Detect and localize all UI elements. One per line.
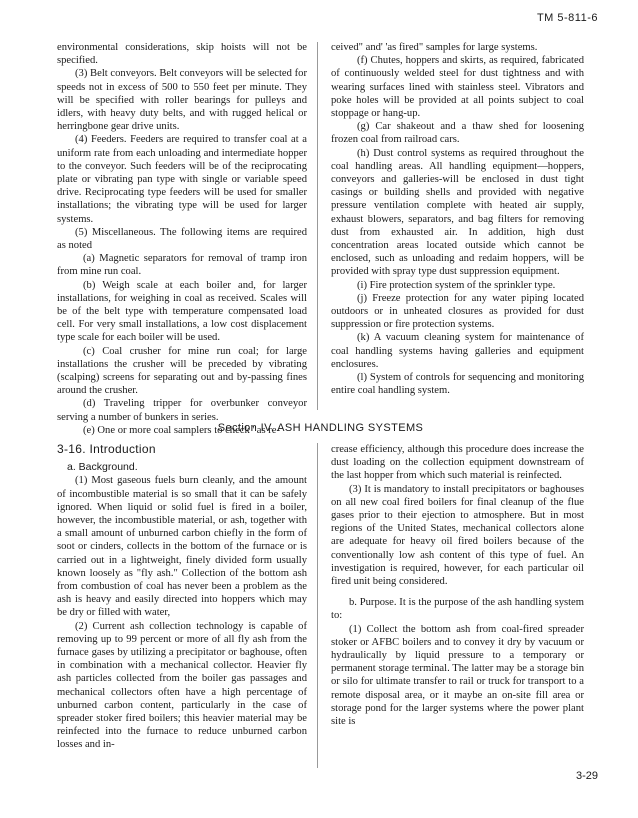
paragraph: (g) Car shakeout and a thaw shed for loosening frozen coal from railroad cars. (331, 121, 584, 146)
bottom-left-column (57, 443, 307, 752)
paragraph: (i) Fire protection system of the sprinkler type. (357, 279, 556, 291)
bottom-right-column (331, 443, 584, 728)
paragraph: (f) Chutes, hoppers and skirts, as required, fabricated of continuously welded steel for dust tightness and with wearing surfaces lined with stainless steel. Vibrators and poke holes will be provided at all points subject to coal stoppage or hang-up. (331, 55, 584, 120)
section-heading: 3-16. Introduction (57, 442, 156, 456)
paragraph: (3) It is mandatory to install precipitators or baghouses on all new coal fired boilers for final cleanup of the flue gases prior to their ejection to atmosphere. But in most regions of the United States, mechanical collectors alone are adequate for heavy oil fired boilers because of the conventionally low ash content of this type of fuel. An investigation is required, however, for each particular oil fired unit being considered. (331, 483, 584, 588)
column-divider (317, 42, 318, 410)
paragraph: (h) Dust control systems as required throughout the coal handling areas. All handling equipment—hoppers, conveyors and galleries-will be enclosed in dust tight casings or building shells and provided with negative pressure ventilation complete with heated air supply, exhaust blowers, separators, and bag filters for removing dust from exhausted air. In addition, high dust concentration areas located outside which cannot be enclosed, such as unloading and redaim hoppers, will be provided with spray type dust suppression equipment. (331, 147, 584, 278)
top-left-column (57, 41, 307, 437)
document-code: TM 5-811-6 (536, 12, 598, 24)
paragraph: (j) Freeze protection for any water piping located outdoors or in unheated closures as provided for dust suppression or fire protection systems. (331, 292, 584, 331)
page-number: 3-29 (575, 770, 598, 782)
subsection-heading: a. Background. (67, 461, 138, 474)
paragraph: b. Purpose. It is the purpose of the ash handling system to: (331, 597, 584, 622)
column-divider (317, 443, 318, 768)
paragraph: ceived" and' 'as fired" samples for large systems. (331, 42, 538, 53)
paragraph: (1) Collect the bottom ash from coal-fired spreader stoker or AFBC boilers and to convey it dry by vacuum or hydraulically by liquid pressure to a temporary or permanent storage terminal. The latter may be a storage bin or silo for ultimate transfer to rail or truck for transport to a remote disposal area, or it maybe an on-site fill area or storage pond for the larger systems where the power plant site is (331, 623, 584, 728)
section-title: Section IV. ASH HANDLING SYSTEMS (217, 422, 424, 434)
paragraph: (1) Most gaseous fuels burn cleanly, and the amount of incombustible material is so small that it can be safely ignored. When liquid or solid fuel is fired in a boiler, however, the incombustible material, or ash, together with a small amount of unburned carbon chiefly in the form of soot or cinders, collects in the bottom of the furnace or is carried out in a lightweight, finely divided form usually known loosely as "fly ash." Collection of the bottom ash from combustion of coal has never been a problem as the ash is heavy and easily directed into hoppers which may be dry or filled with water, (57, 475, 307, 619)
paragraph: (c) Coal crusher for mine run coal; for large installations the crusher will be preceded by vibrating (scalping) screens for separating out and by-passing fines around the crusher. (57, 345, 307, 397)
paragraph: (4) Feeders. Feeders are required to transfer coal at a uniform rate from each unloading and intermediate hopper to the conveyor. Such feeders will be of the reciprocating plate or vibrating pan type with single or variable speed drive. Reciprocating type feeders will be used for smaller installations; the vibrating type will be used for larger systems. (57, 134, 307, 225)
paragraph: environmental considerations, skip hoists will not be specified. (57, 42, 307, 67)
paragraph: crease efficiency, although this procedure does increase the dust loading on the collection equipment downstream of the last hopper from which such material is reinfected. (331, 444, 584, 482)
paragraph: (b) Weigh scale at each boiler and, for larger installations, for weighing in coal as received. Scales will be of the belt type with temperature compensated load cell. For very small installations, a low cost displacement type scale for each boiler will be used. (57, 279, 307, 344)
paragraph: (k) A vacuum cleaning system for maintenance of coal handling systems having galleries and equipment enclosures. (331, 332, 584, 370)
spacer (331, 588, 584, 596)
paragraph: (l) System of controls for sequencing and monitoring entire coal handling system. (331, 372, 584, 397)
top-right-column (331, 41, 584, 397)
paragraph: (2) Current ash collection technology is capable of removing up to 99 percent or more of all fly ash from the furnace gases by utilizing a precipitator or baghouse, often in combination with a mechanical collector. Heavier fly ash particles collected from the boiler gas passages and mechanical collectors often have a high percentage of unburned carbon content, particularly in the case of spreader stoker fired boilers; this heavier material may be reinfected into the furnace to reduce unburned carbon losses and in- (57, 620, 307, 751)
paragraph: (d) Traveling tripper for overbunker conveyor serving a number of bunkers in series. (57, 398, 307, 423)
paragraph: (5) Miscellaneous. The following items are required as noted (57, 226, 307, 252)
paragraph: (3) Belt conveyors. Belt conveyors will be selected for speeds not in excess of 500 to 550 feet per minute. They will be specified with roller bearings for pulleys and idlers, with heavy duty belts, and with rugged helical or herringbone gear drive units. (57, 68, 307, 133)
paragraph: (a) Magnetic separators for removal of tramp iron from mine run coal. (57, 253, 307, 278)
paragraph: (e) One or more coal samplers to check "as re- (83, 424, 280, 436)
